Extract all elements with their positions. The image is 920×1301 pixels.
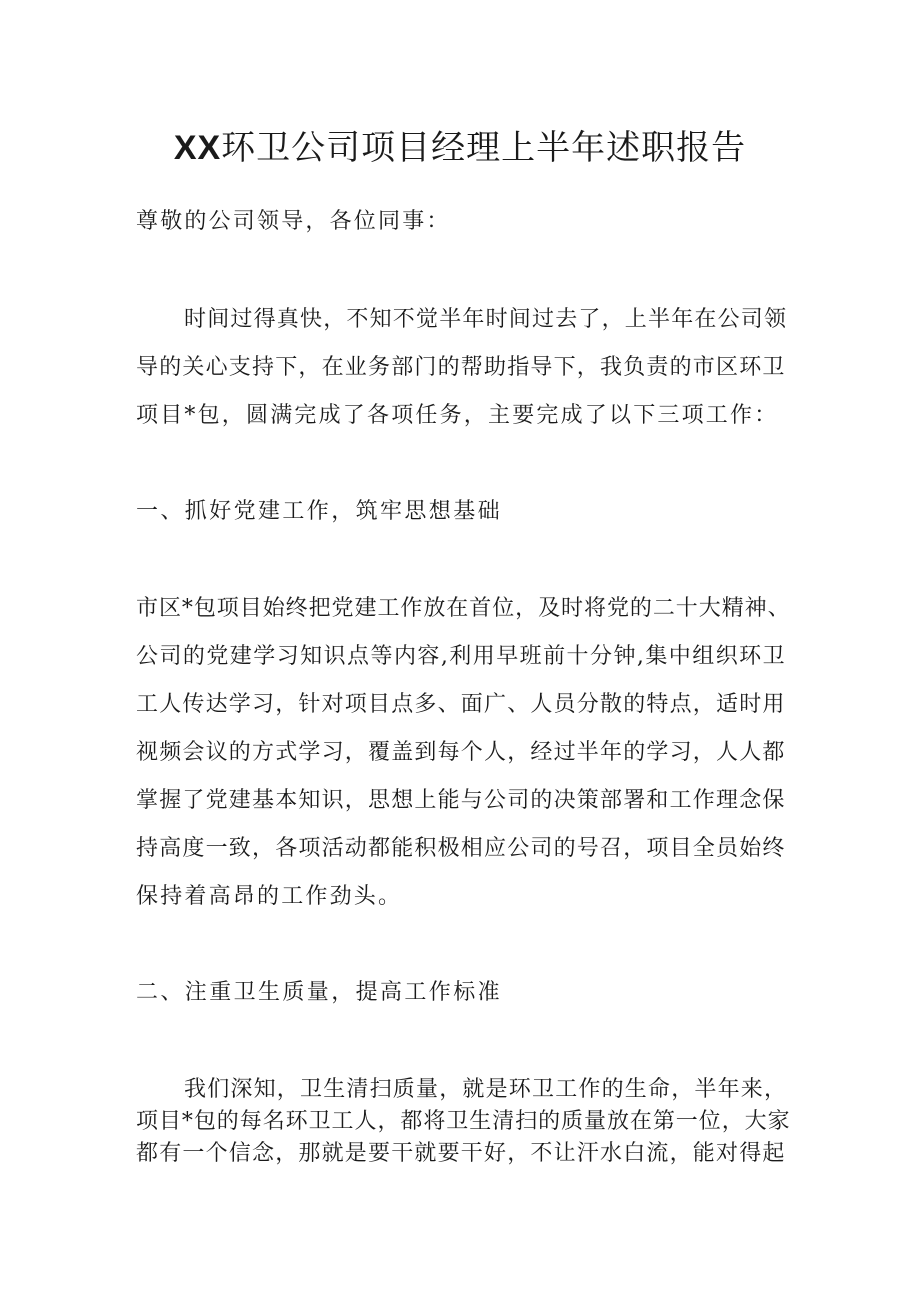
section-2-line-2: 项目*包的每名环卫工人，都将卫生清扫的质量放在第一位，大家 bbox=[136, 1109, 791, 1134]
report-title bbox=[0, 126, 920, 170]
section-1-line-4: 视频会议的方式学习，覆盖到每个人，经过半年的学习，人人都 bbox=[136, 740, 786, 765]
intro-line-2: 导的关心支持下，在业务部门的帮助指导下，我负责的市区环卫 bbox=[136, 355, 786, 380]
section-2-heading: 二、注重卫生质量，提高工作标准 bbox=[136, 980, 503, 1005]
section-1-heading: 一、抓好党建工作，筑牢思想基础 bbox=[136, 499, 503, 524]
section-1-line-7: 保持着高昂的工作劲头。 bbox=[136, 884, 403, 909]
section-2-line-1: 我们深知，卫生清扫质量，就是环卫工作的生命，半年来， bbox=[184, 1077, 788, 1102]
report-title-text: 环卫公司项目经理上半年述职报告 bbox=[221, 128, 747, 168]
section-1-line-1: 市区*包项目始终把党建工作放在首位，及时将党的二十大精神、 bbox=[136, 596, 791, 621]
section-2-line-3: 都有一个信念，那就是要干就要干好，不让汗水白流，能对得起 bbox=[136, 1141, 786, 1166]
report-title-prefix: XX bbox=[173, 129, 222, 167]
section-1-line-3: 工人传达学习，针对项目点多、面广、人员分散的特点，适时用 bbox=[136, 692, 786, 717]
intro-line-1: 时间过得真快，不知不觉半年时间过去了，上半年在公司领 bbox=[184, 307, 788, 332]
section-1-line-2: 公司的党建学习知识点等内容,利用早班前十分钟,集中组织环卫 bbox=[136, 644, 787, 669]
intro-line-3: 项目*包，圆满完成了各项任务，主要完成了以下三项工作： bbox=[136, 403, 779, 428]
salutation: 尊敬的公司领导，各位同事： bbox=[136, 209, 451, 234]
section-1-line-6: 持高度一致，各项活动都能积极相应公司的号召，项目全员始终 bbox=[136, 836, 786, 861]
section-1-line-5: 掌握了党建基本知识，思想上能与公司的决策部署和工作理念保 bbox=[136, 788, 786, 813]
